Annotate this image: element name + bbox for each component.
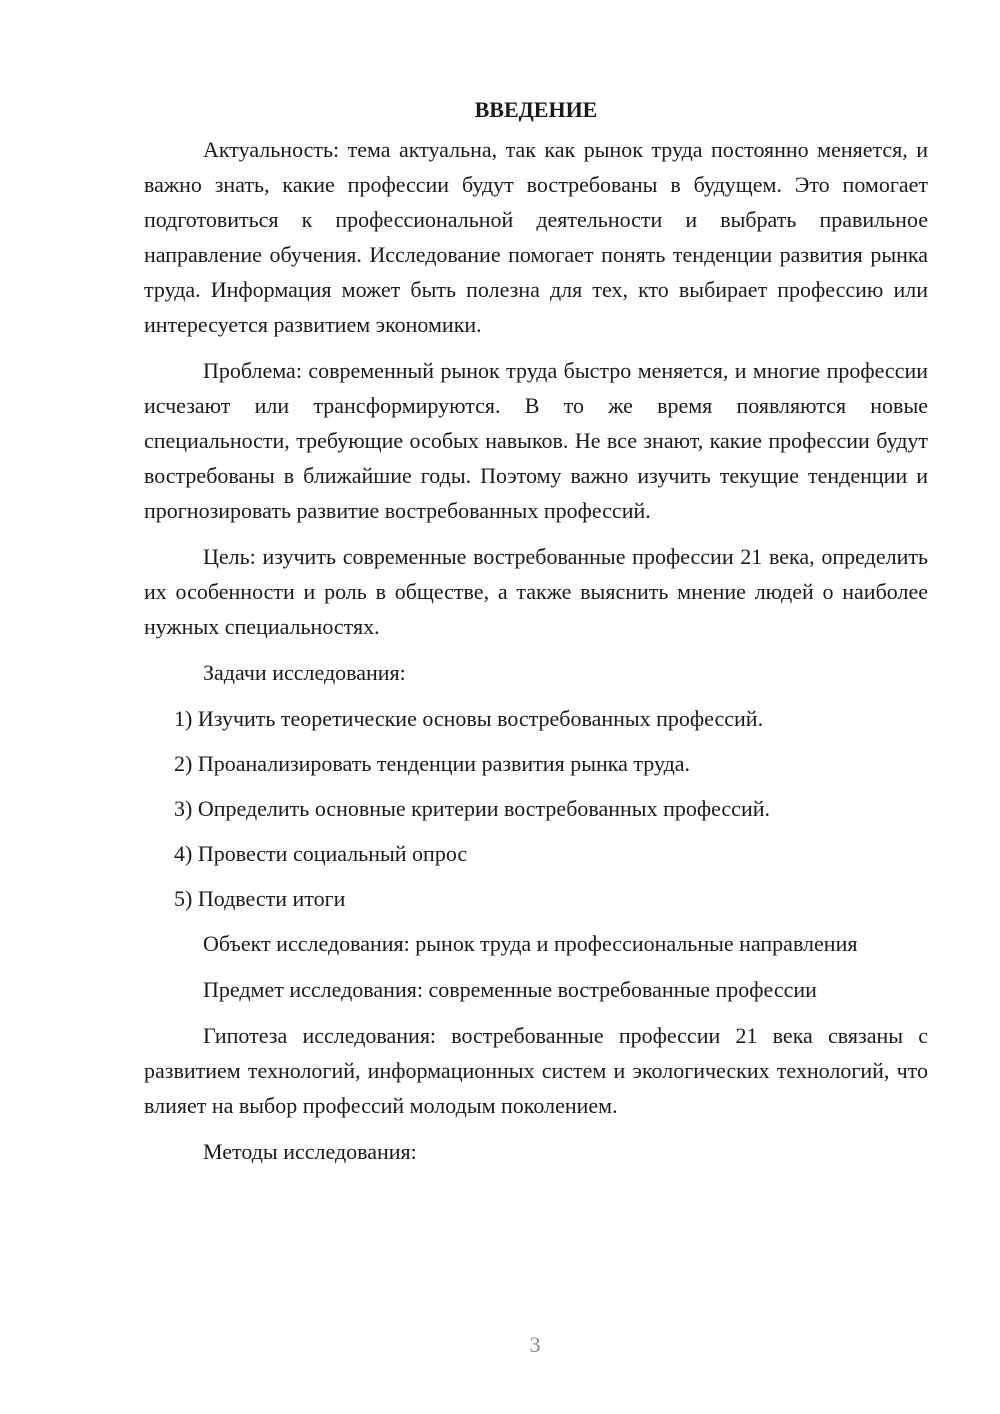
tasks-heading: Задачи исследования:: [203, 660, 406, 685]
page-title: ВВЕДЕНИЕ: [474, 97, 598, 122]
page-number: 3: [529, 1332, 541, 1357]
methods-heading: Методы исследования:: [203, 1139, 417, 1164]
task-item: 4) Провести социальный опрос: [174, 841, 468, 866]
relevance-paragraph: Актуальность: тема актуальна, так как рынок труда постоянно меняется, и важно знать, какие профессии будут востребованы в будущем. Это помогает подготовиться к профессиональной деятельности и выбрать правильное направление обучения. Исследование помогает понять тенденции развития рынка труда. Информация может быть полезна для тех, кто выбирает профессию или интересуется развитием экономики.: [144, 137, 928, 337]
tasks-list: [144, 701, 928, 916]
task-item: 5) Подвести итоги: [174, 886, 346, 911]
task-item: 3) Определить основные критерии востребованных профессий.: [174, 796, 770, 821]
hypothesis-paragraph: Гипотеза исследования: востребованные профессии 21 века связаны с развитием технологий, информационных систем и экологических технологий, что влияет на выбор профессий молодым поколением.: [144, 1023, 928, 1118]
document-page: [144, 92, 928, 1180]
goal-paragraph: Цель: изучить современные востребованные профессии 21 века, определить их особенности и роль в обществе, а также выяснить мнение людей о наиболее нужных специальностях.: [144, 544, 928, 639]
object-paragraph: Объект исследования: рынок труда и профессиональные направления: [203, 931, 858, 956]
subject-paragraph: Предмет исследования: современные востребованные профессии: [203, 977, 817, 1002]
task-item: 2) Проанализировать тенденции развития рынка труда.: [174, 751, 691, 776]
task-item: 1) Изучить теоретические основы востребованных профессий.: [174, 706, 764, 731]
problem-paragraph: Проблема: современный рынок труда быстро меняется, и многие профессии исчезают или трансформируются. В то же время появляются новые специальности, требующие особых навыков. Не все знают, какие профессии будут востребованы в ближайшие годы. Поэтому важно изучить текущие тенденции и прогнозировать развитие востребованных профессий.: [144, 358, 928, 523]
